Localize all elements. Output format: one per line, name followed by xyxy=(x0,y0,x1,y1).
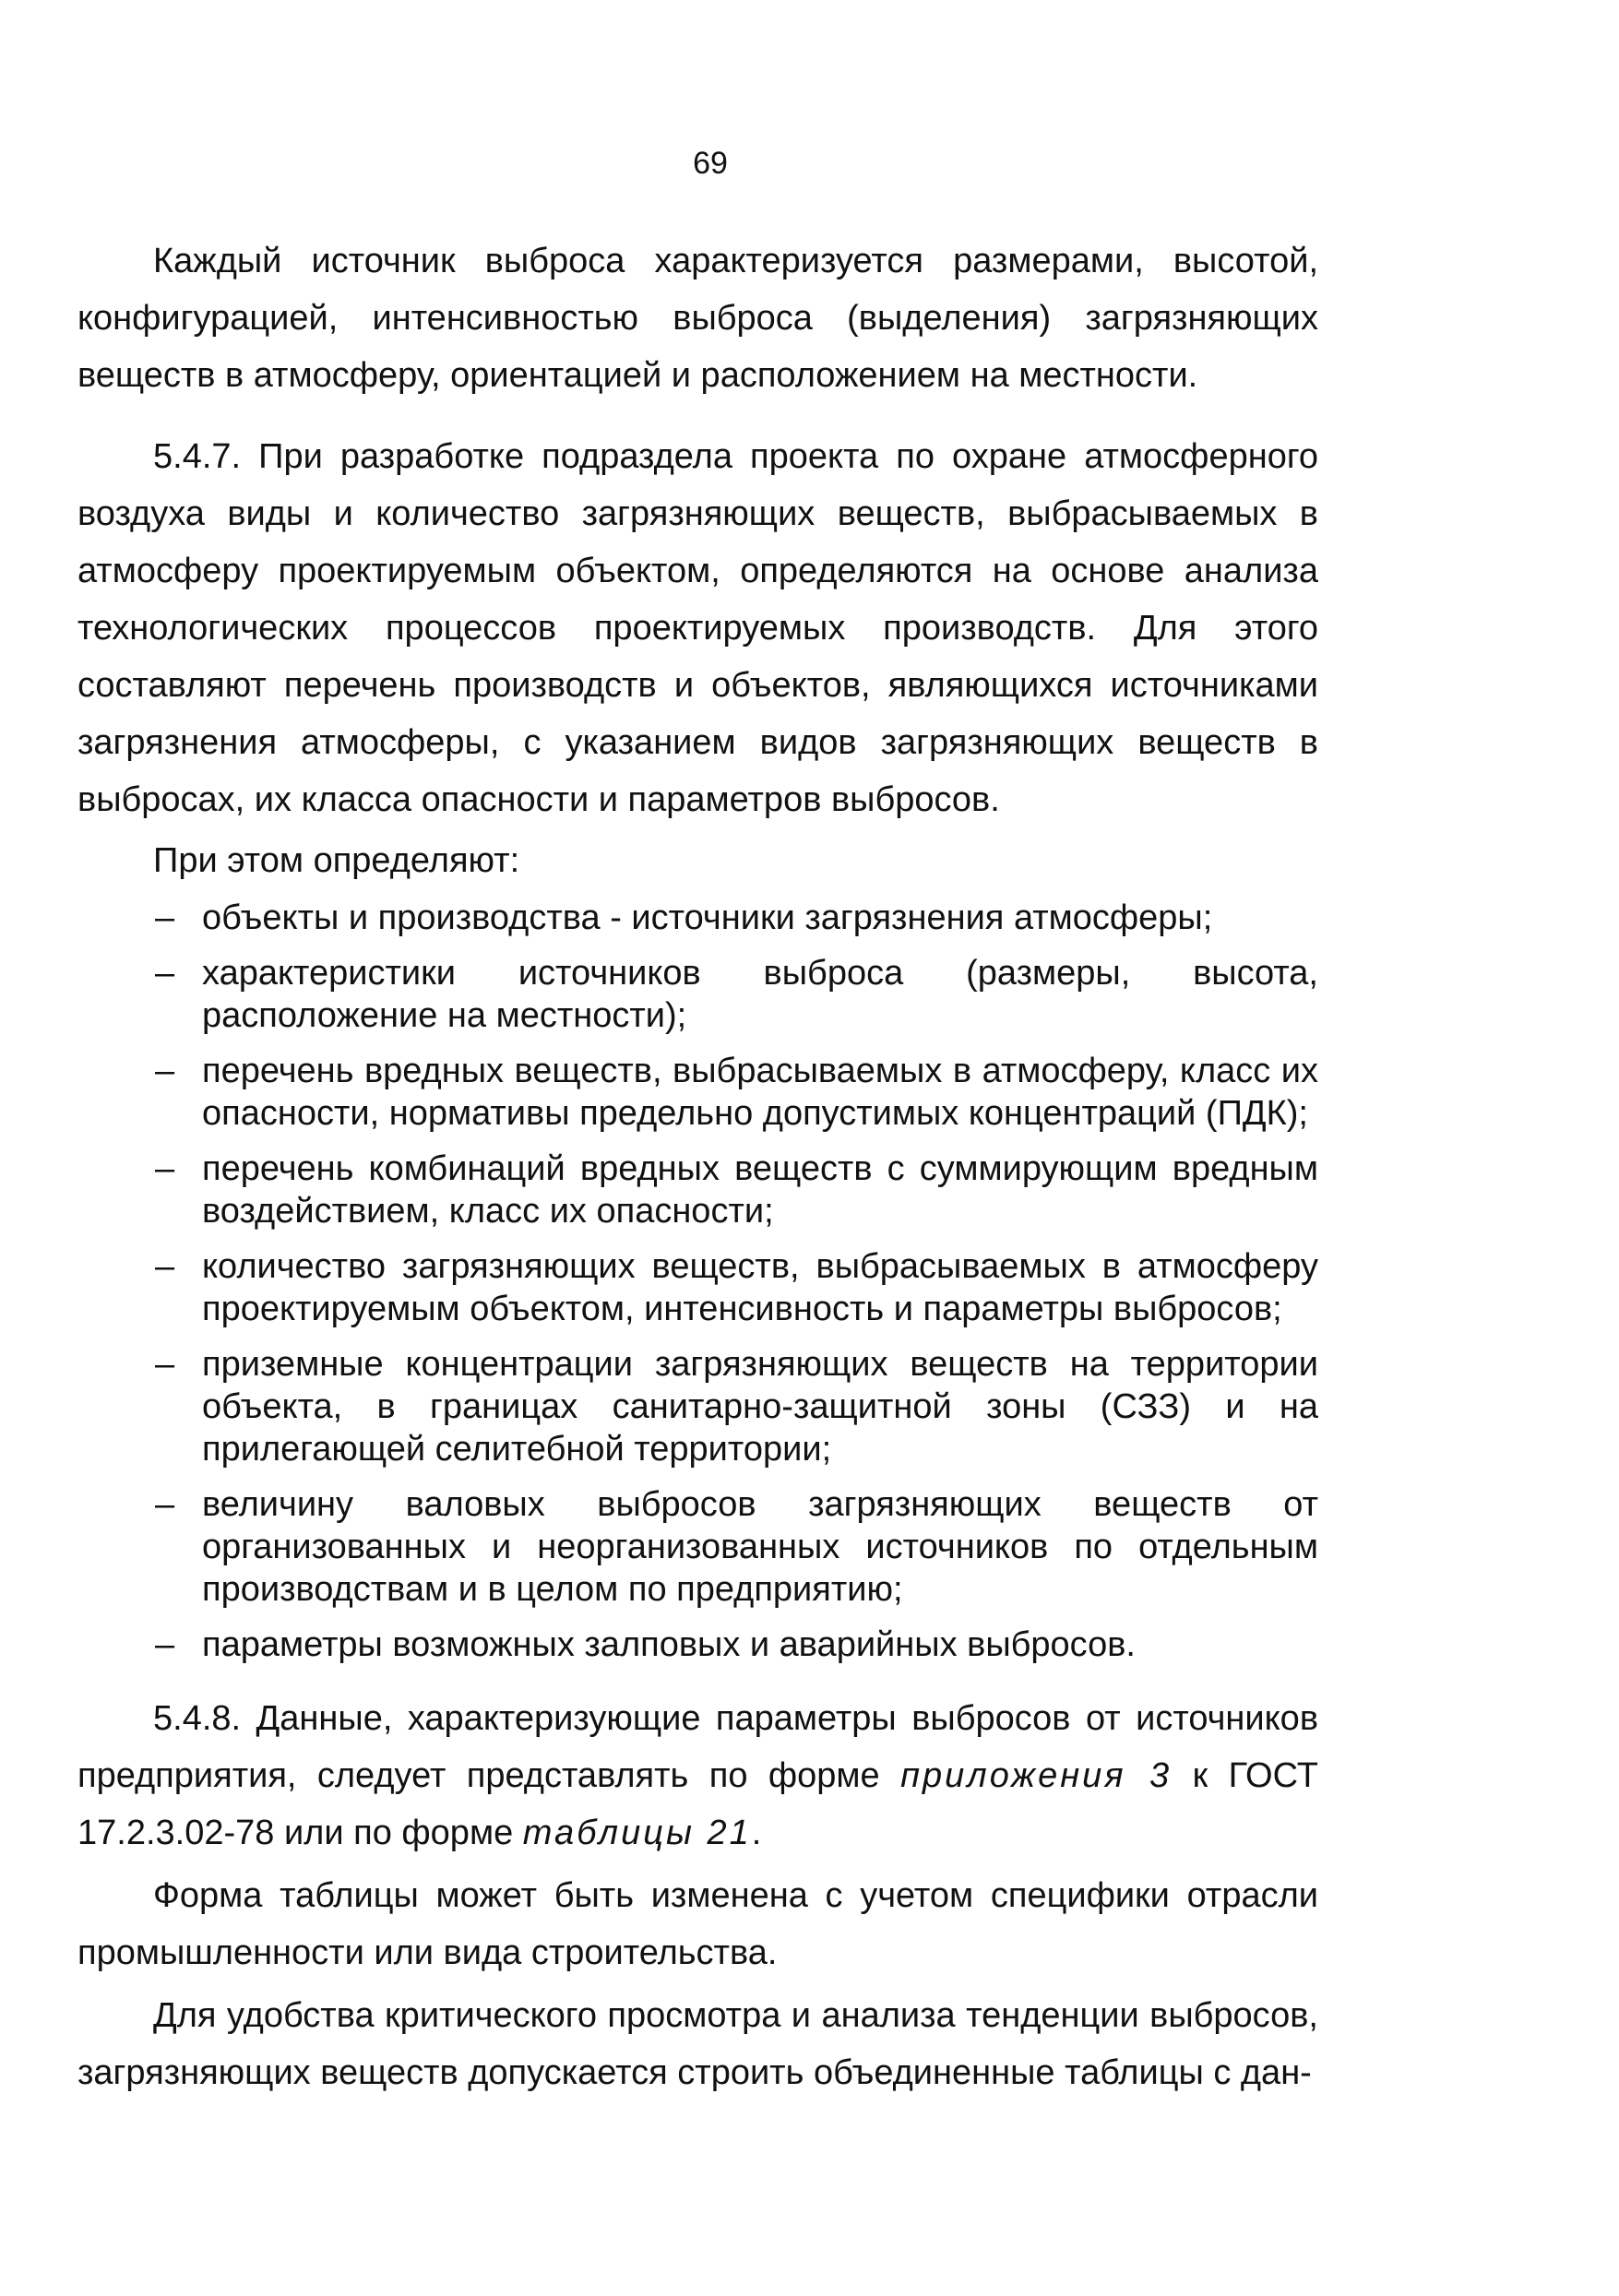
dash-marker: – xyxy=(155,898,175,937)
list-item: – приземные концентрации загрязняющих веществ на территории объекта, в границах санитарно-защитной зоны (СЗЗ) и на прилегающей селитебной территории; xyxy=(155,1345,1318,1469)
paragraph-table-form: Форма таблицы может быть изменена с учетом специфики отрасли промышленности или вида строительства. xyxy=(77,1876,1318,1972)
paragraph-determine-intro: При этом определяют: xyxy=(153,841,520,880)
dash-marker: – xyxy=(155,1247,175,1286)
list-item: – объекты и производства - источники загрязнения атмосферы; xyxy=(155,898,1213,937)
list-item: – параметры возможных залповых и аварийных выбросов. xyxy=(155,1625,1136,1664)
list-item: – величину валовых выбросов загрязняющих веществ от организованных и неорганизованных источников по отдельным производствам и в целом по предприятию; xyxy=(155,1485,1318,1609)
dash-marker: – xyxy=(155,1052,175,1090)
dash-marker: – xyxy=(155,1345,175,1384)
paragraph-source-characteristics: Каждый источник выброса характеризуется размерами, высотой, конфигурацией, интенсивностью выброса (выделения) загрязняющих веществ в атмосферу, ориентацией и расположением на местности. xyxy=(77,242,1318,395)
dash-marker: – xyxy=(155,1625,175,1664)
page-number: 69 xyxy=(693,146,728,181)
dash-marker: – xyxy=(155,1485,175,1524)
document-body xyxy=(77,232,1318,2101)
list-item: – характеристики источников выброса (размеры, высота, расположение на местности); xyxy=(155,954,1318,1035)
list-item: – количество загрязняющих веществ, выбрасываемых в атмосферу проектируемым объектом, интенсивность и параметры выбросов; xyxy=(155,1247,1318,1328)
dash-marker: – xyxy=(155,1149,175,1188)
dash-marker: – xyxy=(155,954,175,993)
table-reference: таблицы 21 xyxy=(522,1814,752,1852)
paragraph-5-4-7: 5.4.7. При разработке подраздела проекта по охране атмосферного воздуха виды и количество загрязняющих веществ, выбрасываемых в атмосферу проектируемым объектом, определяются на основе анализа технологических процессов проектируемых производств. Для этого составляют перечень производств и объектов, являющихся источниками загрязнения атмосферы, с указанием видов загрязняющих веществ в выбросах, их класса опасности и параметров выбросов. xyxy=(77,437,1318,819)
appendix-reference: приложения 3 xyxy=(900,1756,1173,1795)
list-item: – перечень комбинаций вредных веществ с суммирующим вредным воздействием, класс их опасности; xyxy=(155,1149,1318,1231)
paragraph-combined-tables: Для удобства критического просмотра и анализа тенденции выбросов, загрязняющих веществ допускается строить объединенные таблицы с дан- xyxy=(77,1996,1318,2092)
paragraph-5-4-8: 5.4.8. Данные, характеризующие параметры выбросов от источников предприятия, следует представлять по форме приложения 3 к ГОСТ 17.2.3.02-78 или по форме таблицы 21. xyxy=(77,1699,1318,1852)
determination-list xyxy=(77,897,1318,1666)
list-item: – перечень вредных веществ, выбрасываемых в атмосферу, класс их опасности, нормативы предельно допустимых концентраций (ПДК); xyxy=(155,1052,1318,1133)
